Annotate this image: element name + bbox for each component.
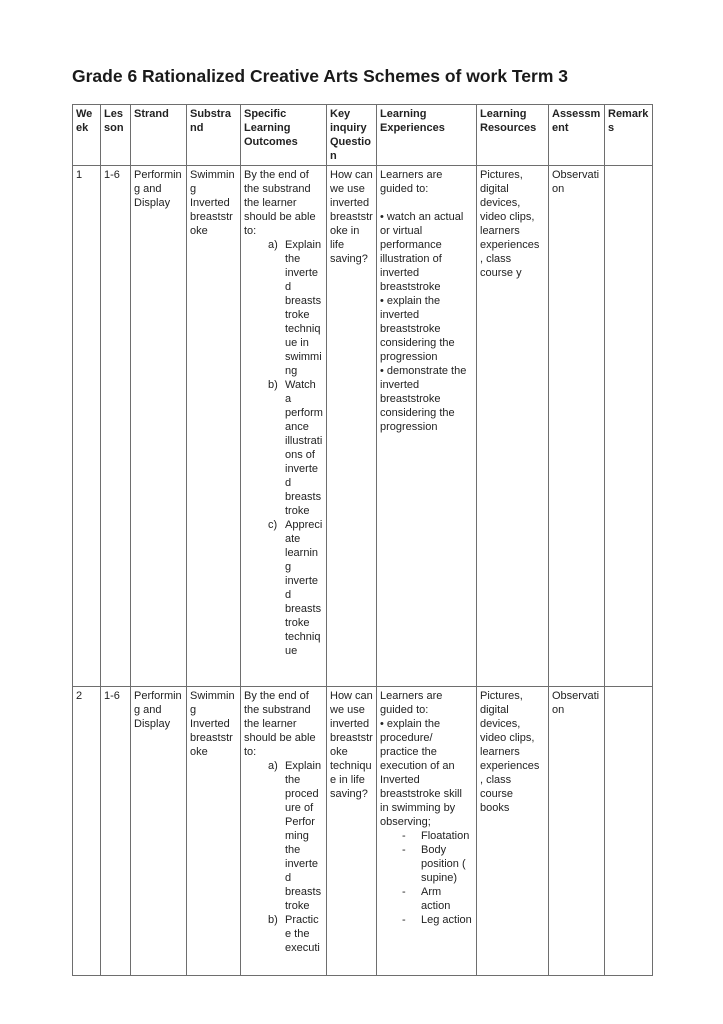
outcomes-cell — [241, 687, 327, 976]
assessment-cell — [549, 687, 605, 976]
column-header-lesson: Lesson — [101, 105, 131, 166]
experiences-intro: Learners are guided to: — [380, 169, 443, 195]
bullet-text: demonstrate the inverted breaststroke considering the progression — [380, 365, 467, 433]
strand-cell: Performing and Display — [131, 166, 187, 687]
key-inquiry-cell — [327, 687, 377, 976]
column-header-resources: Learning Resources — [477, 105, 549, 166]
substrand-cell: Swimming Inverted breaststroke — [187, 166, 241, 687]
bullet-marker: • — [380, 211, 384, 223]
dash-text: Floatation — [421, 830, 470, 842]
column-header-outcomes: Specific Learning Outcomes — [241, 105, 327, 166]
column-header-week: Week — [73, 105, 101, 166]
list-text: Appreciate learning inverted breaststroke technique — [285, 519, 323, 657]
substrand-cell — [187, 687, 241, 976]
column-header-assessment: Assessment — [549, 105, 605, 166]
list-marker: b) — [268, 914, 278, 926]
list-text: Explain the inverted breaststroke technique in swimming — [285, 239, 322, 377]
outcomes-clipped-content — [244, 689, 323, 963]
outcome-item — [244, 759, 323, 913]
experience-dash-item — [380, 913, 473, 927]
bullet-text: watch an actual or virtual performance illustration of inverted breaststroke — [380, 211, 464, 293]
list-text: Practice the executi — [285, 914, 320, 954]
experience-bullet-list — [380, 210, 473, 434]
outcomes-intro: By the end of the substrand the learner should be able to: — [244, 690, 316, 758]
remarks-cell — [605, 166, 653, 687]
column-header-experiences: Learning Experiences — [377, 105, 477, 166]
strand-cell — [131, 687, 187, 976]
experience-dash-item — [380, 885, 473, 913]
lesson-value: 1-6 — [104, 690, 120, 702]
outcome-item — [244, 378, 323, 518]
experience-bullet — [380, 364, 473, 434]
list-text: Explain the procedure of Performing the inverted breaststroke — [285, 760, 322, 912]
experiences-cell — [377, 166, 477, 687]
table-header-row — [73, 105, 653, 166]
experience-bullet — [380, 717, 473, 829]
document-title: Grade 6 Rationalized Creative Arts Schemes of work Term 3 — [72, 66, 569, 86]
list-marker: b) — [268, 379, 278, 391]
experience-bullet — [380, 210, 473, 294]
bullet-marker: • — [380, 718, 384, 730]
column-header-key-inquiry: Key inquiry Question — [327, 105, 377, 166]
experiences-cell — [377, 687, 477, 976]
experience-bullet — [380, 294, 473, 364]
dash-text: Arm action — [421, 886, 451, 912]
dash-marker: - — [402, 844, 406, 856]
remarks-value — [608, 689, 649, 963]
list-text: Watch a performance illustrations of inverted breaststroke — [285, 379, 323, 517]
lesson-cell — [101, 687, 131, 976]
assessment-value: Observation — [552, 690, 600, 716]
substrand-value: Swimming Inverted breaststroke — [190, 690, 235, 758]
dash-marker: - — [402, 886, 406, 898]
dash-text: Body position ( supine) — [421, 844, 466, 884]
experience-bullet-list — [380, 717, 473, 829]
assessment-cell: Observation — [549, 166, 605, 687]
experience-dash-item — [380, 829, 473, 843]
bullet-text: explain the procedure/ practice the execution of an Inverted breaststroke skill in swimming by observing; — [380, 718, 462, 828]
dash-marker: - — [402, 914, 406, 926]
list-marker: a) — [268, 760, 278, 772]
bullet-marker: • — [380, 295, 384, 307]
dash-marker: - — [402, 830, 406, 842]
outcomes-intro: By the end of the substrand the learner should be able to: — [244, 169, 316, 237]
key-inquiry-cell: How can we use inverted breaststroke in life saving? — [327, 166, 377, 687]
outcome-item — [244, 913, 323, 955]
experience-dash-item — [380, 843, 473, 885]
column-header-substrand: Substrand — [187, 105, 241, 166]
schemes-of-work-table — [72, 104, 653, 976]
experiences-clipped-content — [380, 689, 473, 963]
outcomes-cell — [241, 166, 327, 687]
table-row — [73, 687, 653, 976]
lesson-cell: 1-6 — [101, 166, 131, 687]
bullet-marker: • — [380, 365, 384, 377]
column-header-remarks: Remarks — [605, 105, 653, 166]
key-inquiry-value: How can we use inverted breaststroke technique in life saving? — [330, 690, 373, 800]
experiences-intro: Learners are guided to: — [380, 690, 443, 716]
resources-value: Pictures, digital devices, video clips, learners experiences , class course books — [480, 690, 540, 814]
outcome-item — [244, 518, 323, 658]
resources-cell: Pictures, digital devices, video clips, learners experiences , class course y — [477, 166, 549, 687]
bullet-text: explain the inverted breaststroke considering the progression — [380, 295, 455, 363]
week-cell — [73, 687, 101, 976]
resources-cell — [477, 687, 549, 976]
column-header-strand: Strand — [131, 105, 187, 166]
list-marker: a) — [268, 239, 278, 251]
strand-value: Performing and Display — [134, 690, 182, 730]
remarks-cell — [605, 687, 653, 976]
week-value: 2 — [76, 690, 83, 702]
outcome-item — [244, 238, 323, 378]
dash-text: Leg action — [421, 914, 472, 926]
list-marker: c) — [268, 519, 278, 531]
week-cell: 1 — [73, 166, 101, 687]
table-row — [73, 166, 653, 687]
